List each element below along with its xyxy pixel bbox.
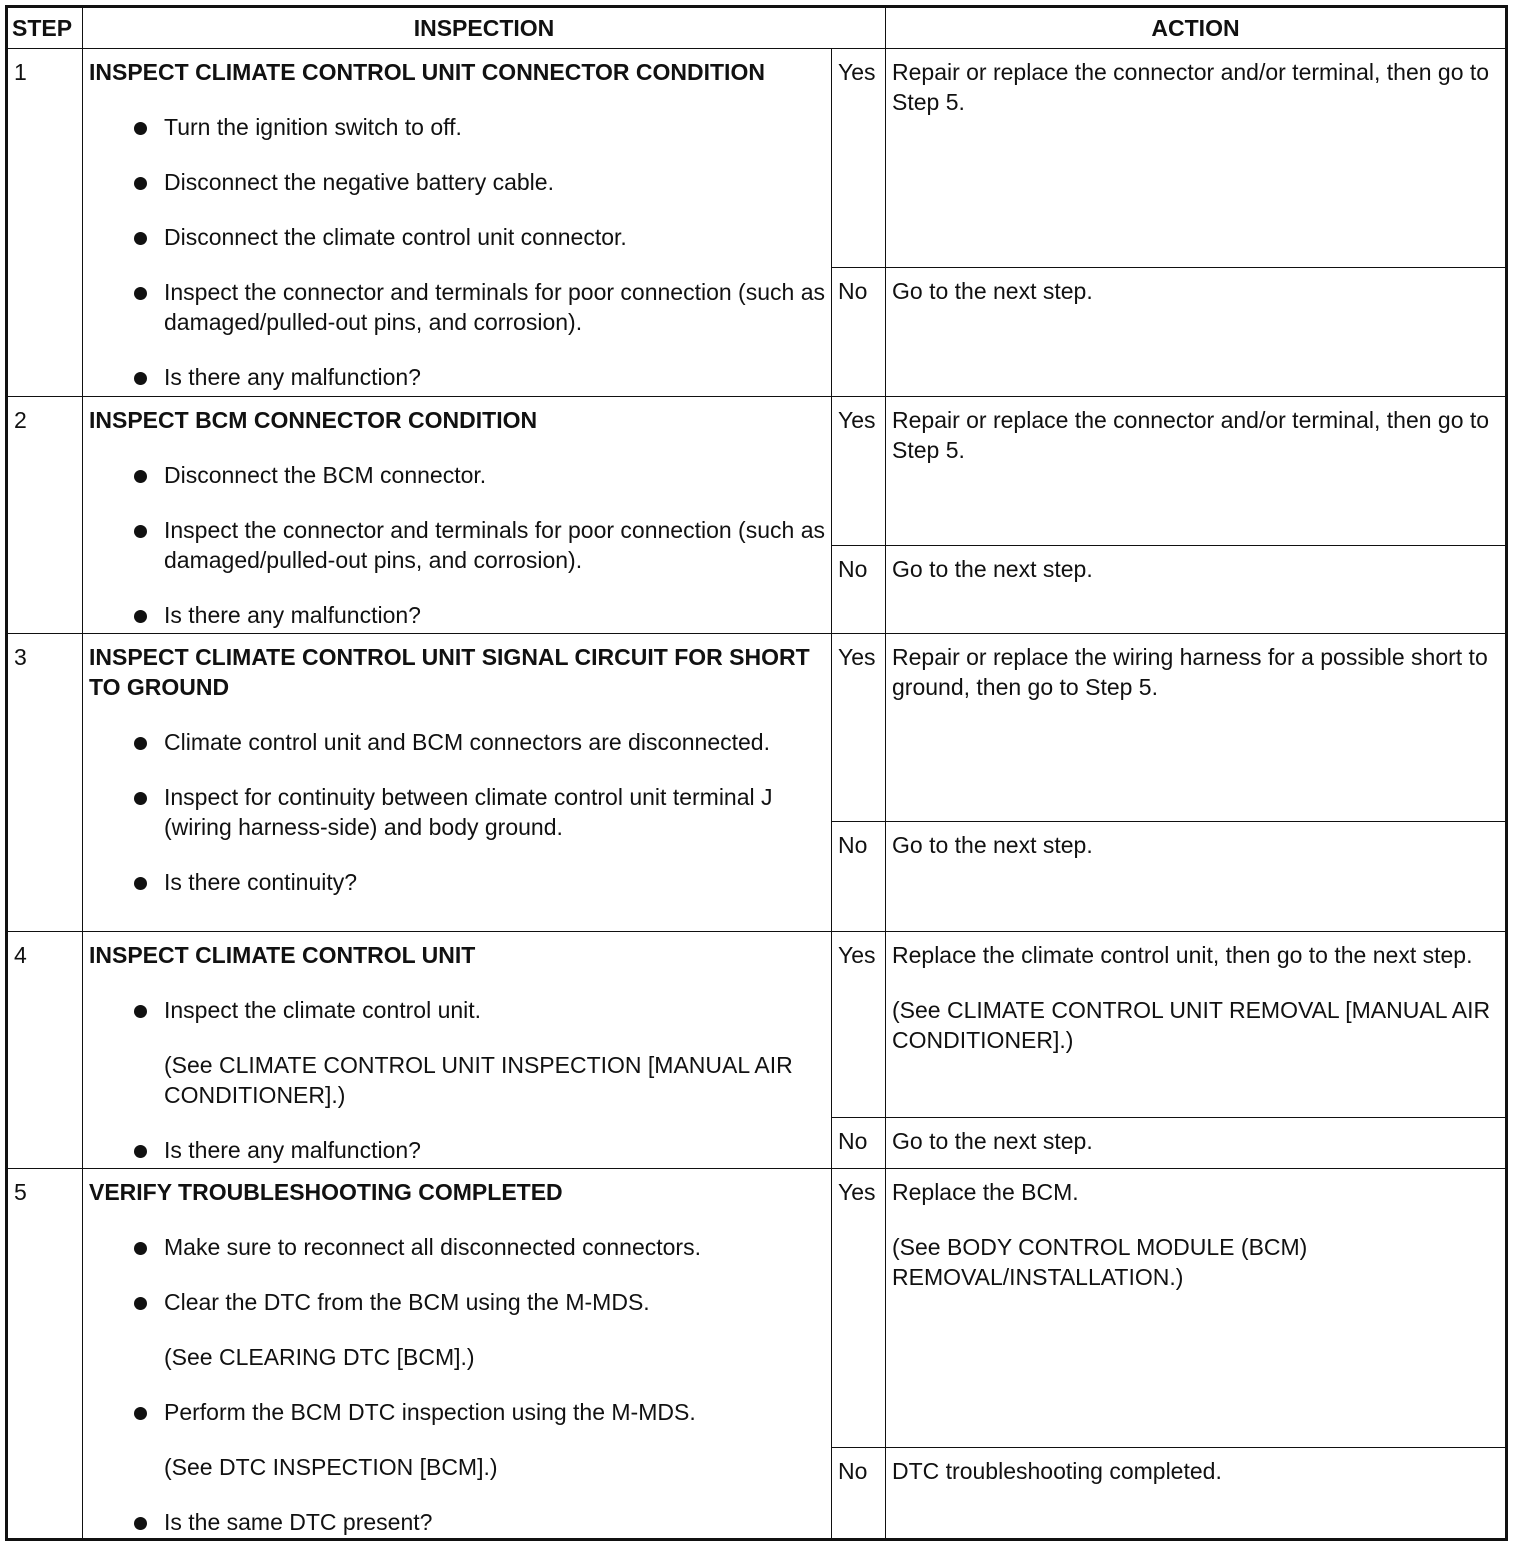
bullet-item: Turn the ignition switch to off.: [89, 112, 825, 142]
bullet-item: Is the same DTC present?: [89, 1507, 825, 1537]
step-number: 1: [7, 49, 83, 397]
reference-note: (See CLEARING DTC [BCM].): [164, 1344, 475, 1370]
bullet-item: Disconnect the BCM connector.: [89, 460, 825, 490]
bullet-item: Inspect the climate control unit.: [89, 995, 825, 1025]
yes-label: Yes: [832, 49, 886, 268]
inspection-cell: [83, 932, 832, 1169]
bullet-item: Clear the DTC from the BCM using the M-MDS.: [89, 1287, 825, 1317]
action-reference: (See BODY CONTROL MODULE (BCM) REMOVAL/INSTALLATION.): [892, 1234, 1308, 1290]
step-1-yes-row: [7, 49, 1507, 268]
step-4-yes-row: [7, 932, 1507, 1118]
yes-action: [886, 49, 1507, 268]
yes-action: [886, 397, 1507, 546]
step-number: 5: [7, 1169, 83, 1540]
no-action: Go to the next step.: [886, 268, 1507, 397]
bullet-item: Climate control unit and BCM connectors are disconnected.: [89, 727, 825, 757]
yes-label: Yes: [832, 1169, 886, 1448]
step-3-yes-row: [7, 634, 1507, 822]
no-action: Go to the next step.: [886, 822, 1507, 932]
header-row: [7, 7, 1507, 49]
no-label: No: [832, 546, 886, 634]
bullet-item: Make sure to reconnect all disconnected connectors.: [89, 1232, 825, 1262]
step-number: 2: [7, 397, 83, 634]
troubleshooting-table: [5, 5, 1508, 1541]
bullet-item: Disconnect the negative battery cable.: [89, 167, 825, 197]
inspection-title: INSPECT BCM CONNECTOR CONDITION: [89, 407, 538, 433]
inspection-cell: [83, 49, 832, 397]
step-number: 4: [7, 932, 83, 1169]
yes-action: [886, 1169, 1507, 1448]
reference-note: (See DTC INSPECTION [BCM].): [164, 1454, 498, 1480]
action-text: Replace the BCM.: [892, 1179, 1079, 1205]
no-label: No: [832, 1448, 886, 1540]
inspection-title: INSPECT CLIMATE CONTROL UNIT CONNECTOR CONDITION: [89, 59, 765, 85]
inspection-cell: [83, 634, 832, 932]
action-text: Repair or replace the wiring harness for a possible short to ground, then go to Step 5.: [892, 644, 1488, 700]
header-inspection: INSPECTION: [83, 7, 886, 49]
step-number: 3: [7, 634, 83, 932]
bullet-item: Is there any malfunction?: [89, 600, 825, 630]
no-action: DTC troubleshooting completed.: [886, 1448, 1507, 1540]
yes-label: Yes: [832, 397, 886, 546]
no-label: No: [832, 1118, 886, 1169]
bullet-item: Is there any malfunction?: [89, 1135, 825, 1165]
bullet-item: Disconnect the climate control unit connector.: [89, 222, 825, 252]
action-text: Repair or replace the connector and/or terminal, then go to Step 5.: [892, 59, 1490, 115]
no-action: Go to the next step.: [886, 1118, 1507, 1169]
action-text: Repair or replace the connector and/or terminal, then go to Step 5.: [892, 407, 1490, 463]
bullet-item: Perform the BCM DTC inspection using the M-MDS.: [89, 1397, 825, 1427]
header-step: STEP: [7, 7, 83, 49]
bullet-item: Is there any malfunction?: [89, 362, 825, 392]
step-5-yes-row: [7, 1169, 1507, 1448]
step-2-yes-row: [7, 397, 1507, 546]
bullet-item: Inspect for continuity between climate control unit terminal J (wiring harness-side) and body ground.: [89, 782, 825, 842]
yes-label: Yes: [832, 634, 886, 822]
yes-action: [886, 932, 1507, 1118]
bullet-item: Inspect the connector and terminals for poor connection (such as damaged/pulled-out pins, and corrosion).: [89, 515, 825, 575]
no-label: No: [832, 268, 886, 397]
inspection-title: INSPECT CLIMATE CONTROL UNIT: [89, 942, 476, 968]
action-reference: (See CLIMATE CONTROL UNIT REMOVAL [MANUAL AIR CONDITIONER].): [892, 997, 1491, 1053]
inspection-title: VERIFY TROUBLESHOOTING COMPLETED: [89, 1179, 563, 1205]
inspection-cell: [83, 397, 832, 634]
header-action: ACTION: [886, 7, 1507, 49]
bullet-item: Inspect the connector and terminals for poor connection (such as damaged/pulled-out pins, and corrosion).: [89, 277, 825, 337]
inspection-title: INSPECT CLIMATE CONTROL UNIT SIGNAL CIRCUIT FOR SHORT TO GROUND: [89, 644, 810, 700]
reference-note: (See CLIMATE CONTROL UNIT INSPECTION [MANUAL AIR CONDITIONER].): [164, 1052, 793, 1108]
action-text: Replace the climate control unit, then go to the next step.: [892, 942, 1473, 968]
no-action: Go to the next step.: [886, 546, 1507, 634]
yes-action: [886, 634, 1507, 822]
yes-label: Yes: [832, 932, 886, 1118]
bullet-item: Is there continuity?: [89, 867, 825, 897]
inspection-cell: [83, 1169, 832, 1540]
no-label: No: [832, 822, 886, 932]
